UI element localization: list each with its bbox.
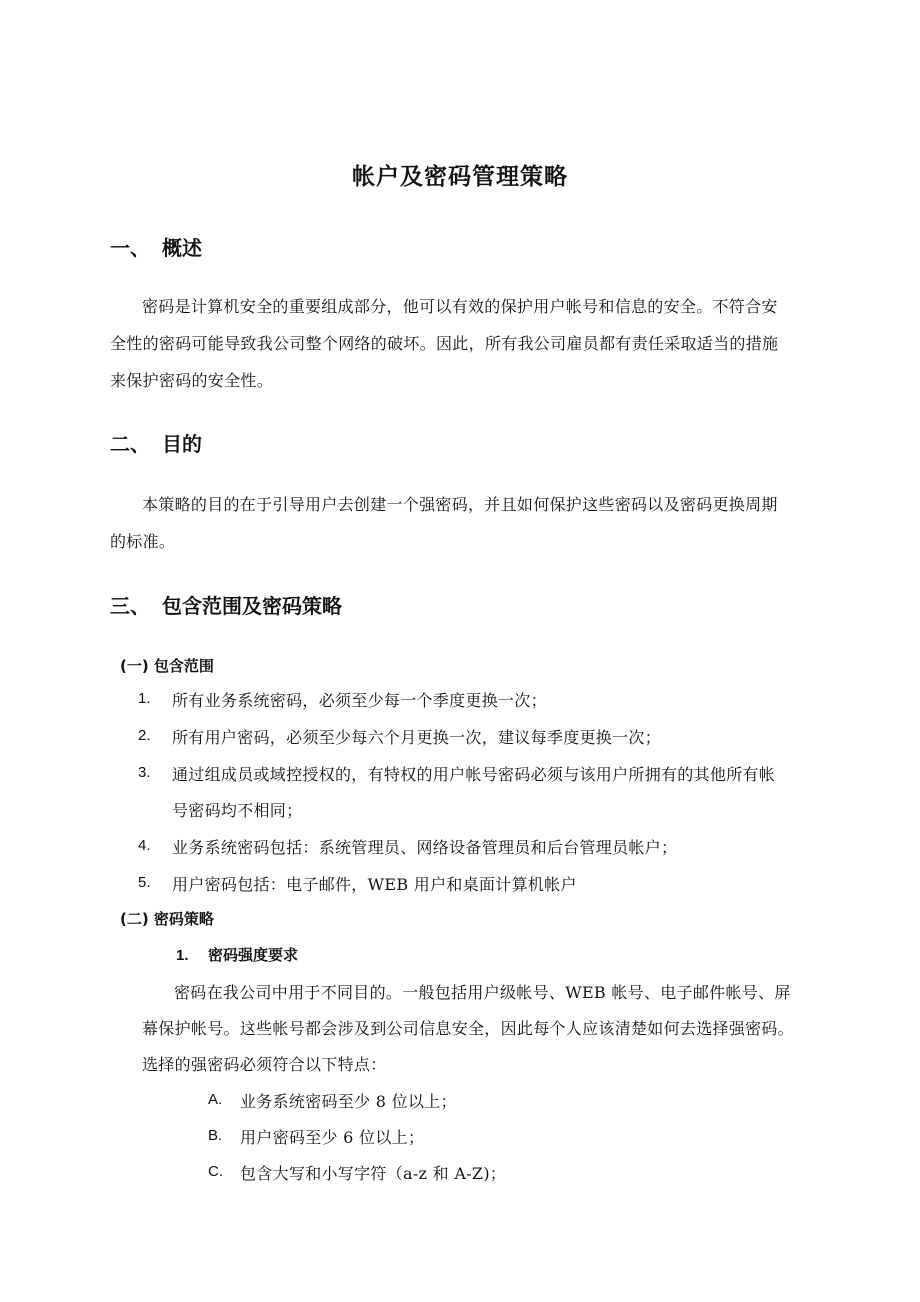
sub-subsection-heading-strength xyxy=(176,944,298,965)
list-item: 所有业务系统密码，必须至少每一个季度更换一次； xyxy=(172,691,547,710)
rule-letter: C. xyxy=(208,1163,223,1180)
section-heading-purpose xyxy=(110,428,202,457)
sub-subsection-title: 密码强度要求 xyxy=(208,946,299,964)
section-heading-scope-policy xyxy=(110,590,342,619)
paragraph-line: 选择的强密码必须符合以下特点： xyxy=(142,1055,387,1074)
rule-item: 业务系统密码至少 8 位以上； xyxy=(240,1092,457,1111)
subsection-heading-scope: (一) 包含范围 xyxy=(120,657,214,675)
sub-subsection-number: 1. xyxy=(176,947,189,964)
list-item: 通过组成员或域控授权的，有特权的用户帐号密码必须与该用户所拥有的其他所有帐 xyxy=(172,765,776,784)
document-title: 帐户及密码管理策略 xyxy=(352,164,568,190)
paragraph-line: 密码是计算机安全的重要组成部分，他可以有效的保护用户帐号和信息的安全。不符合安 xyxy=(142,297,778,316)
section-number: 一、 xyxy=(110,236,150,260)
section-title: 包含范围及密码策略 xyxy=(162,594,342,618)
paragraph-line: 幕保护帐号。这些帐号都会涉及到公司信息安全，因此每个人应该清楚如何去选择强密码。 xyxy=(142,1019,795,1038)
rule-letter: B. xyxy=(208,1127,223,1144)
list-item: 用户密码包括：电子邮件，WEB 用户和桌面计算机帐户 xyxy=(172,875,577,894)
paragraph-line: 的标准。 xyxy=(110,532,176,551)
section-title: 概述 xyxy=(162,236,202,260)
list-item-number: 1. xyxy=(138,690,151,707)
rule-letter: A. xyxy=(208,1091,223,1108)
paragraph-line: 全性的密码可能导致我公司整个网络的破坏。因此，所有我公司雇员都有责任采取适当的措施 xyxy=(110,334,779,353)
list-item: 业务系统密码包括：系统管理员、网络设备管理员和后台管理员帐户； xyxy=(172,838,678,857)
section-number: 三、 xyxy=(110,594,150,618)
subsection-heading-policy: (二) 密码策略 xyxy=(120,910,214,928)
section-heading-overview xyxy=(110,232,202,261)
list-item-number: 5. xyxy=(138,874,151,891)
paragraph-line: 本策略的目的在于引导用户去创建一个强密码，并且如何保护这些密码以及密码更换周期 xyxy=(142,495,778,514)
paragraph-line: 密码在我公司中用于不同目的。一般包括用户级帐号、WEB 帐号、电子邮件帐号、屏 xyxy=(174,983,791,1002)
section-title: 目的 xyxy=(162,432,202,456)
paragraph-line: 来保护密码的安全性。 xyxy=(110,371,274,390)
rule-item: 包含大写和小写字符（a-z 和 A-Z)； xyxy=(240,1164,507,1183)
section-number: 二、 xyxy=(110,432,150,456)
list-item-number: 2. xyxy=(138,727,151,744)
list-item: 所有用户密码，必须至少每六个月更换一次，建议每季度更换一次； xyxy=(172,728,662,747)
list-item-continuation: 号密码均不相同； xyxy=(172,801,303,820)
list-item-number: 4. xyxy=(138,837,151,854)
rule-item: 用户密码至少 6 位以上； xyxy=(240,1128,425,1147)
list-item-number: 3. xyxy=(138,764,151,781)
